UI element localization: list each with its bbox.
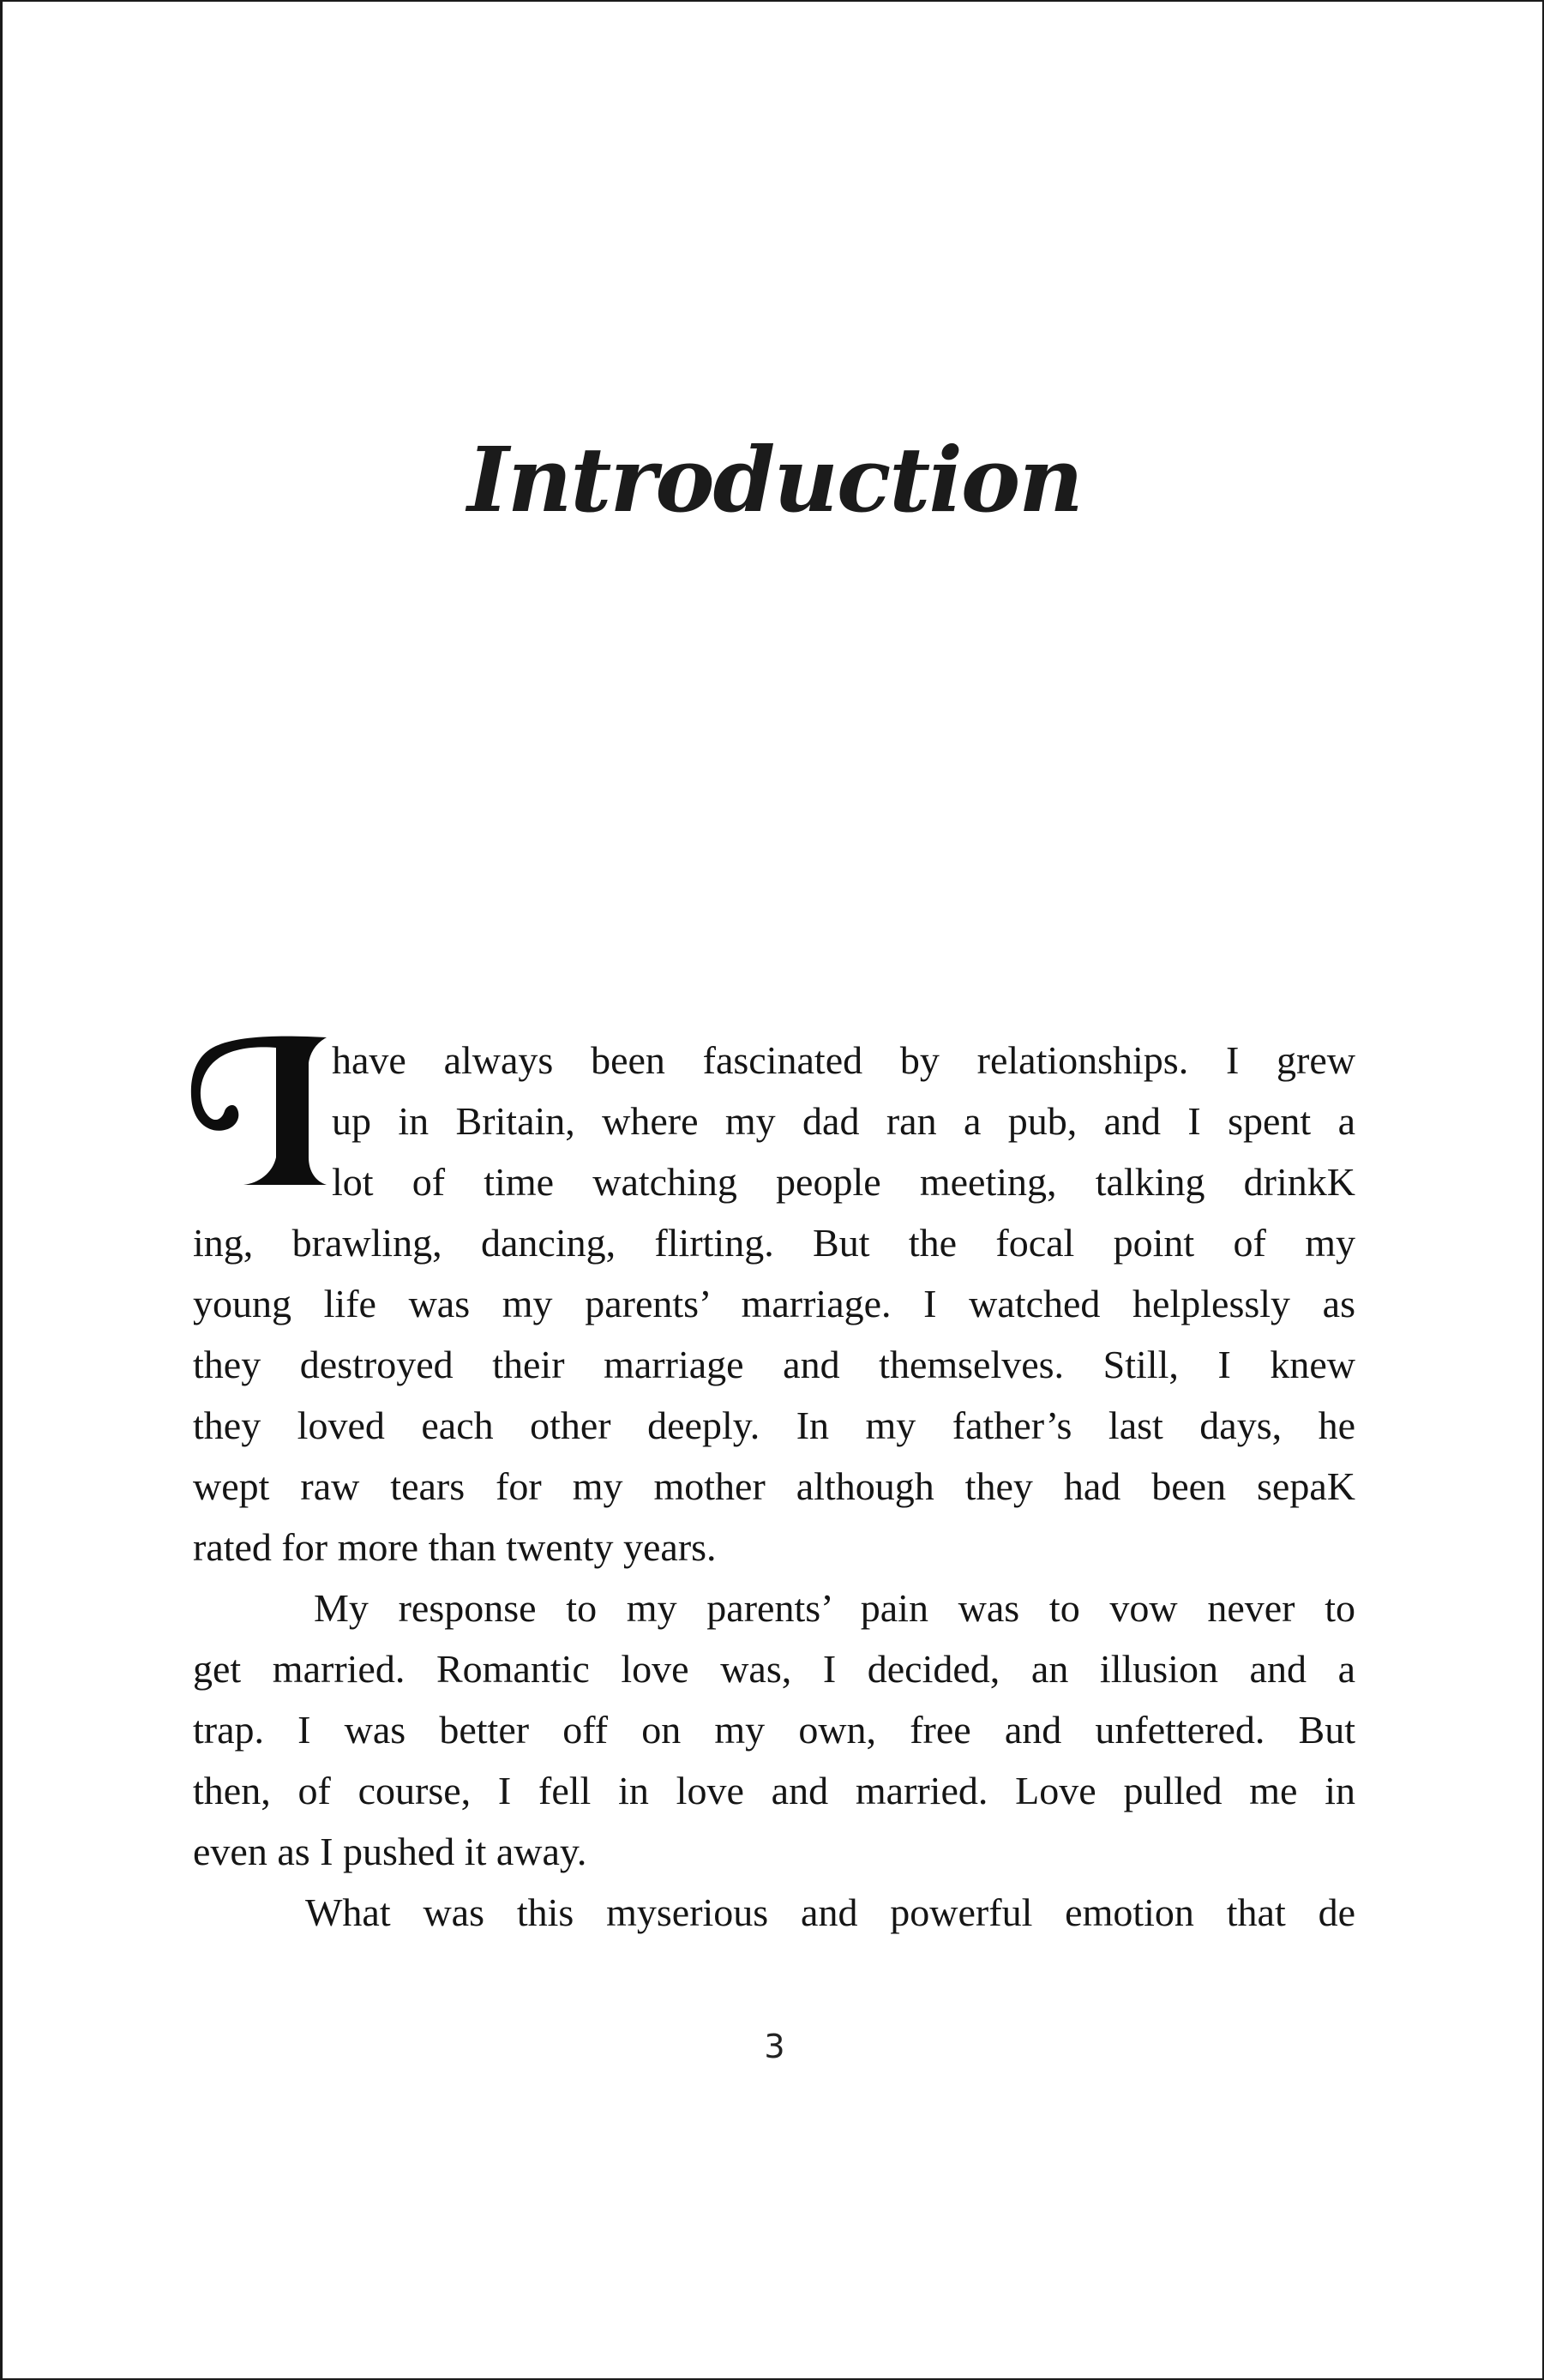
text-line: What was this myserious and powerful emotion that de bbox=[305, 1890, 1355, 1934]
page-number: 3 bbox=[764, 2028, 785, 2065]
text-line: they destroyed their marriage and themselves. Still, I knew bbox=[193, 1343, 1355, 1386]
text-line: wept raw tears for my mother although they had been sepaK bbox=[193, 1464, 1355, 1508]
text-line: they loved each other deeply. In my father’s last days, he bbox=[193, 1403, 1355, 1447]
text-line: up in Britain, where my dad ran a pub, and I spent a bbox=[332, 1099, 1355, 1143]
drop-cap-i-glyph bbox=[187, 1029, 333, 1192]
drop-cap bbox=[187, 1029, 328, 1192]
text-line: ing, brawling, dancing, flirting. But the focal point of my bbox=[193, 1221, 1355, 1265]
text-line: even as I pushed it away. bbox=[193, 1830, 587, 1873]
text-line: My response to my parents’ pain was to vow never to bbox=[314, 1586, 1355, 1630]
text-line: young life was my parents’ marriage. I watched helplessly as bbox=[193, 1282, 1355, 1325]
text-line: get married. Romantic love was, I decided, an illusion and a bbox=[193, 1647, 1355, 1691]
text-line: rated for more than twenty years. bbox=[193, 1525, 717, 1569]
text-line: then, of course, I fell in love and married. Love pulled me in bbox=[193, 1769, 1355, 1812]
text-line: have always been fascinated by relationships. I grew bbox=[332, 1038, 1355, 1082]
text-line: trap. I was better off on my own, free and unfettered. But bbox=[193, 1708, 1355, 1752]
text-line: lot of time watching people meeting, talking drinkK bbox=[332, 1160, 1355, 1204]
chapter-title: Introduction bbox=[467, 427, 1082, 532]
